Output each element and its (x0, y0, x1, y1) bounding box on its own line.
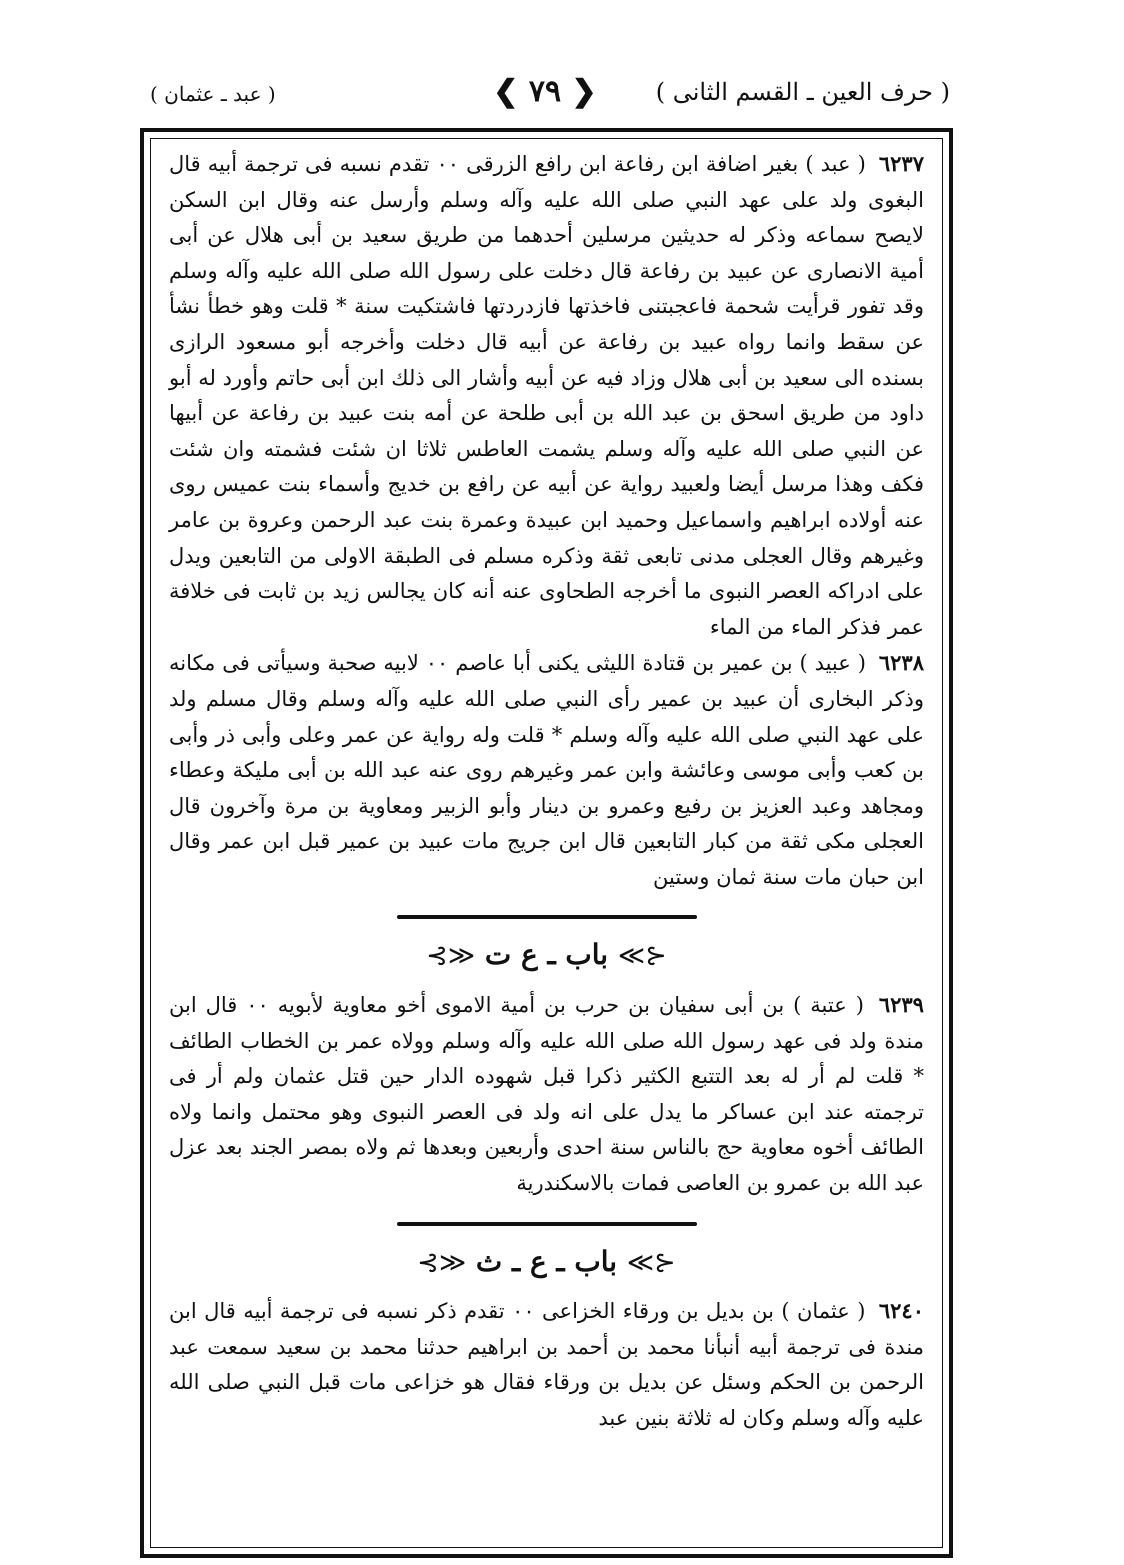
entry-text: ( عتبة ) بن أبى سفيان بن حرب بن أمية الاموى أخو معاوية لأبويه ٠٠ قال ابن مندة ولد فى عهد رسول الله صلى الله عليه وآله وسلم وولاه عمر بن الخطاب الطائف * قلت لم أر له بعد التتبع الكثير ذكرا قبل شهوده الدار حين قتل عثمان ولم أر فى ترجمته عند ابن عساكر ما يدل على انه ولد فى العصر النبوى وهو محتمل وانما ولاه الطائف أخوه معاوية حج بالناس سنة احدى وأربعين وبعدها ثم ولاه بمصر الجند بعد عزل عبد الله بن عمرو بن العاصى فمات بالاسكندرية (169, 993, 924, 1196)
chapter-title: باب ـ ع ت (484, 938, 609, 972)
ornament-icon: ≪⊱ (426, 941, 476, 972)
entry-number: ٦٢٣٩ (878, 992, 924, 1018)
chapter-heading-ayn-ta (169, 937, 924, 975)
running-head-right: ( حرف العين ـ القسم الثانى ) (655, 78, 950, 106)
entry-number: ٦٢٣٨ (878, 650, 924, 676)
chapter-title: باب ـ ع ـ ث (475, 1244, 618, 1278)
entry-number: ٦٢٤٠ (878, 1298, 924, 1324)
divider-rule (397, 915, 697, 919)
entry-text: ( عثمان ) بن بديل بن ورقاء الخزاعى ٠٠ تقدم ذكر نسبه فى ترجمة أبيه قال ابن مندة فى ترجمة أبيه أنبأنا محمد بن أحمد بن ابراهيم حدثنا محمد بن سعيد سمعت عبد الرحمن بن الحكم وسئل عن بديل بن ورقاء فقال هو خزاعى مات قبل النبي صلى الله عليه وآله وسلم وكان له ثلاثة بنين عبد (169, 1299, 924, 1430)
page-number: ❮ ٧٩ ❯ (493, 74, 597, 109)
entry-text: ( عبد ) بغير اضافة ابن رفاعة ابن رافع الزرقى ٠٠ تقدم نسبه فى ترجمة أبيه قال البغوى ولد على عهد النبي صلى الله عليه وآله وسلم وأرسل عنه وقال ابن السكن لايصح سماعه وذكر له حديثين مرسلين أحدهما من طريق سعيد بن أبى هلال عن أبى أمية الانصارى عن عبيد بن رفاعة قال دخلت على رسول الله صلى الله عليه وآله وسلم وقد تفور قرأيت شحمة فاعجبتنى فاخذتها فازدردتها فاشتكيت سنة * قلت وهو خطأ نشأ عن سقط وانما رواه عبيد بن رفاعة عن أبيه قال دخلت وأخرجه أبو مسعود الرازى بسنده الى سعيد بن أبى هلال وزاد فيه عن أبيه وأشار الى ذلك ابن أبى حاتم وأورد له أبو داود من طريق اسحق بن عبد الله بن أبى طلحة عن أمه بنت عبيد بن رفاعة عن أبيها عن النبي صلى الله عليه وآله وسلم يشمت العاطس ثلاثا ان شئت فشمته وان شئت فكف وهذا مرسل أيضا ولعبيد رواية عن أبيه عن رافع بن خديج وأسماء بنت عميس روى عنه أولاده ابراهيم واسماعيل وحميد ابن عبيدة وعمرة بنت عبد الرحمن وعروة بن عامر وغيرهم وقال العجلى مدنى تابعى ثقة وذكره مسلم فى الطبقة الاولى من التابعين ويدل على ادراكه العصر النبوى ما أخرجه الطحاوى عنه أنه كان يجالس زيد بن ثابت فى خلافة عمر فذكر الماء من الماء (169, 152, 924, 639)
entry-6240 (169, 1293, 924, 1436)
page-frame (140, 128, 953, 1558)
body-text (169, 146, 924, 1437)
section-divider (169, 905, 924, 929)
divider-rule (397, 1222, 697, 1226)
entry-text: ( عبيد ) بن عمير بن قتادة الليثى يكنى أبا عاصم ٠٠ لابيه صحبة وسيأتى فى مكانه وذكر البخارى أن عبيد بن عمير رأى النبي صلى الله عليه وآله وسلم وقال مسلم ولد على عهد النبي صلى الله عليه وآله وسلم * قلت وله رواية عن عمر وعلى وأبى ذر وأبى بن كعب وأبى موسى وعائشة وابن عمر وغيرهم روى عنه عبد الله بن أبى مليكة وعطاء ومجاهد وعبد العزيز بن رفيع وعمرو بن دينار وأبو الزبير ومعاوية بن مرة وآخرون قال العجلى مكى ثقة من كبار التابعين قال ابن جريج مات عبيد بن عمير قبل ابن عمر وقال ابن حبان مات سنة ثمان وستين (169, 651, 924, 889)
running-head-left: ( عبد ـ عثمان ) (150, 82, 276, 106)
chapter-heading-ayn-tha (169, 1244, 924, 1282)
ornament-icon: ⊰≫ (626, 1247, 676, 1278)
entry-6237 (169, 146, 924, 645)
entry-6239 (169, 987, 924, 1202)
ornament-icon: ⊰≫ (617, 941, 667, 972)
page-header (140, 74, 950, 124)
ornament-icon: ≪⊱ (417, 1247, 467, 1278)
page-number-value: ٧٩ (528, 74, 562, 109)
entry-number: ٦٢٣٧ (878, 151, 924, 176)
entry-6238 (169, 645, 924, 895)
section-divider (169, 1212, 924, 1236)
